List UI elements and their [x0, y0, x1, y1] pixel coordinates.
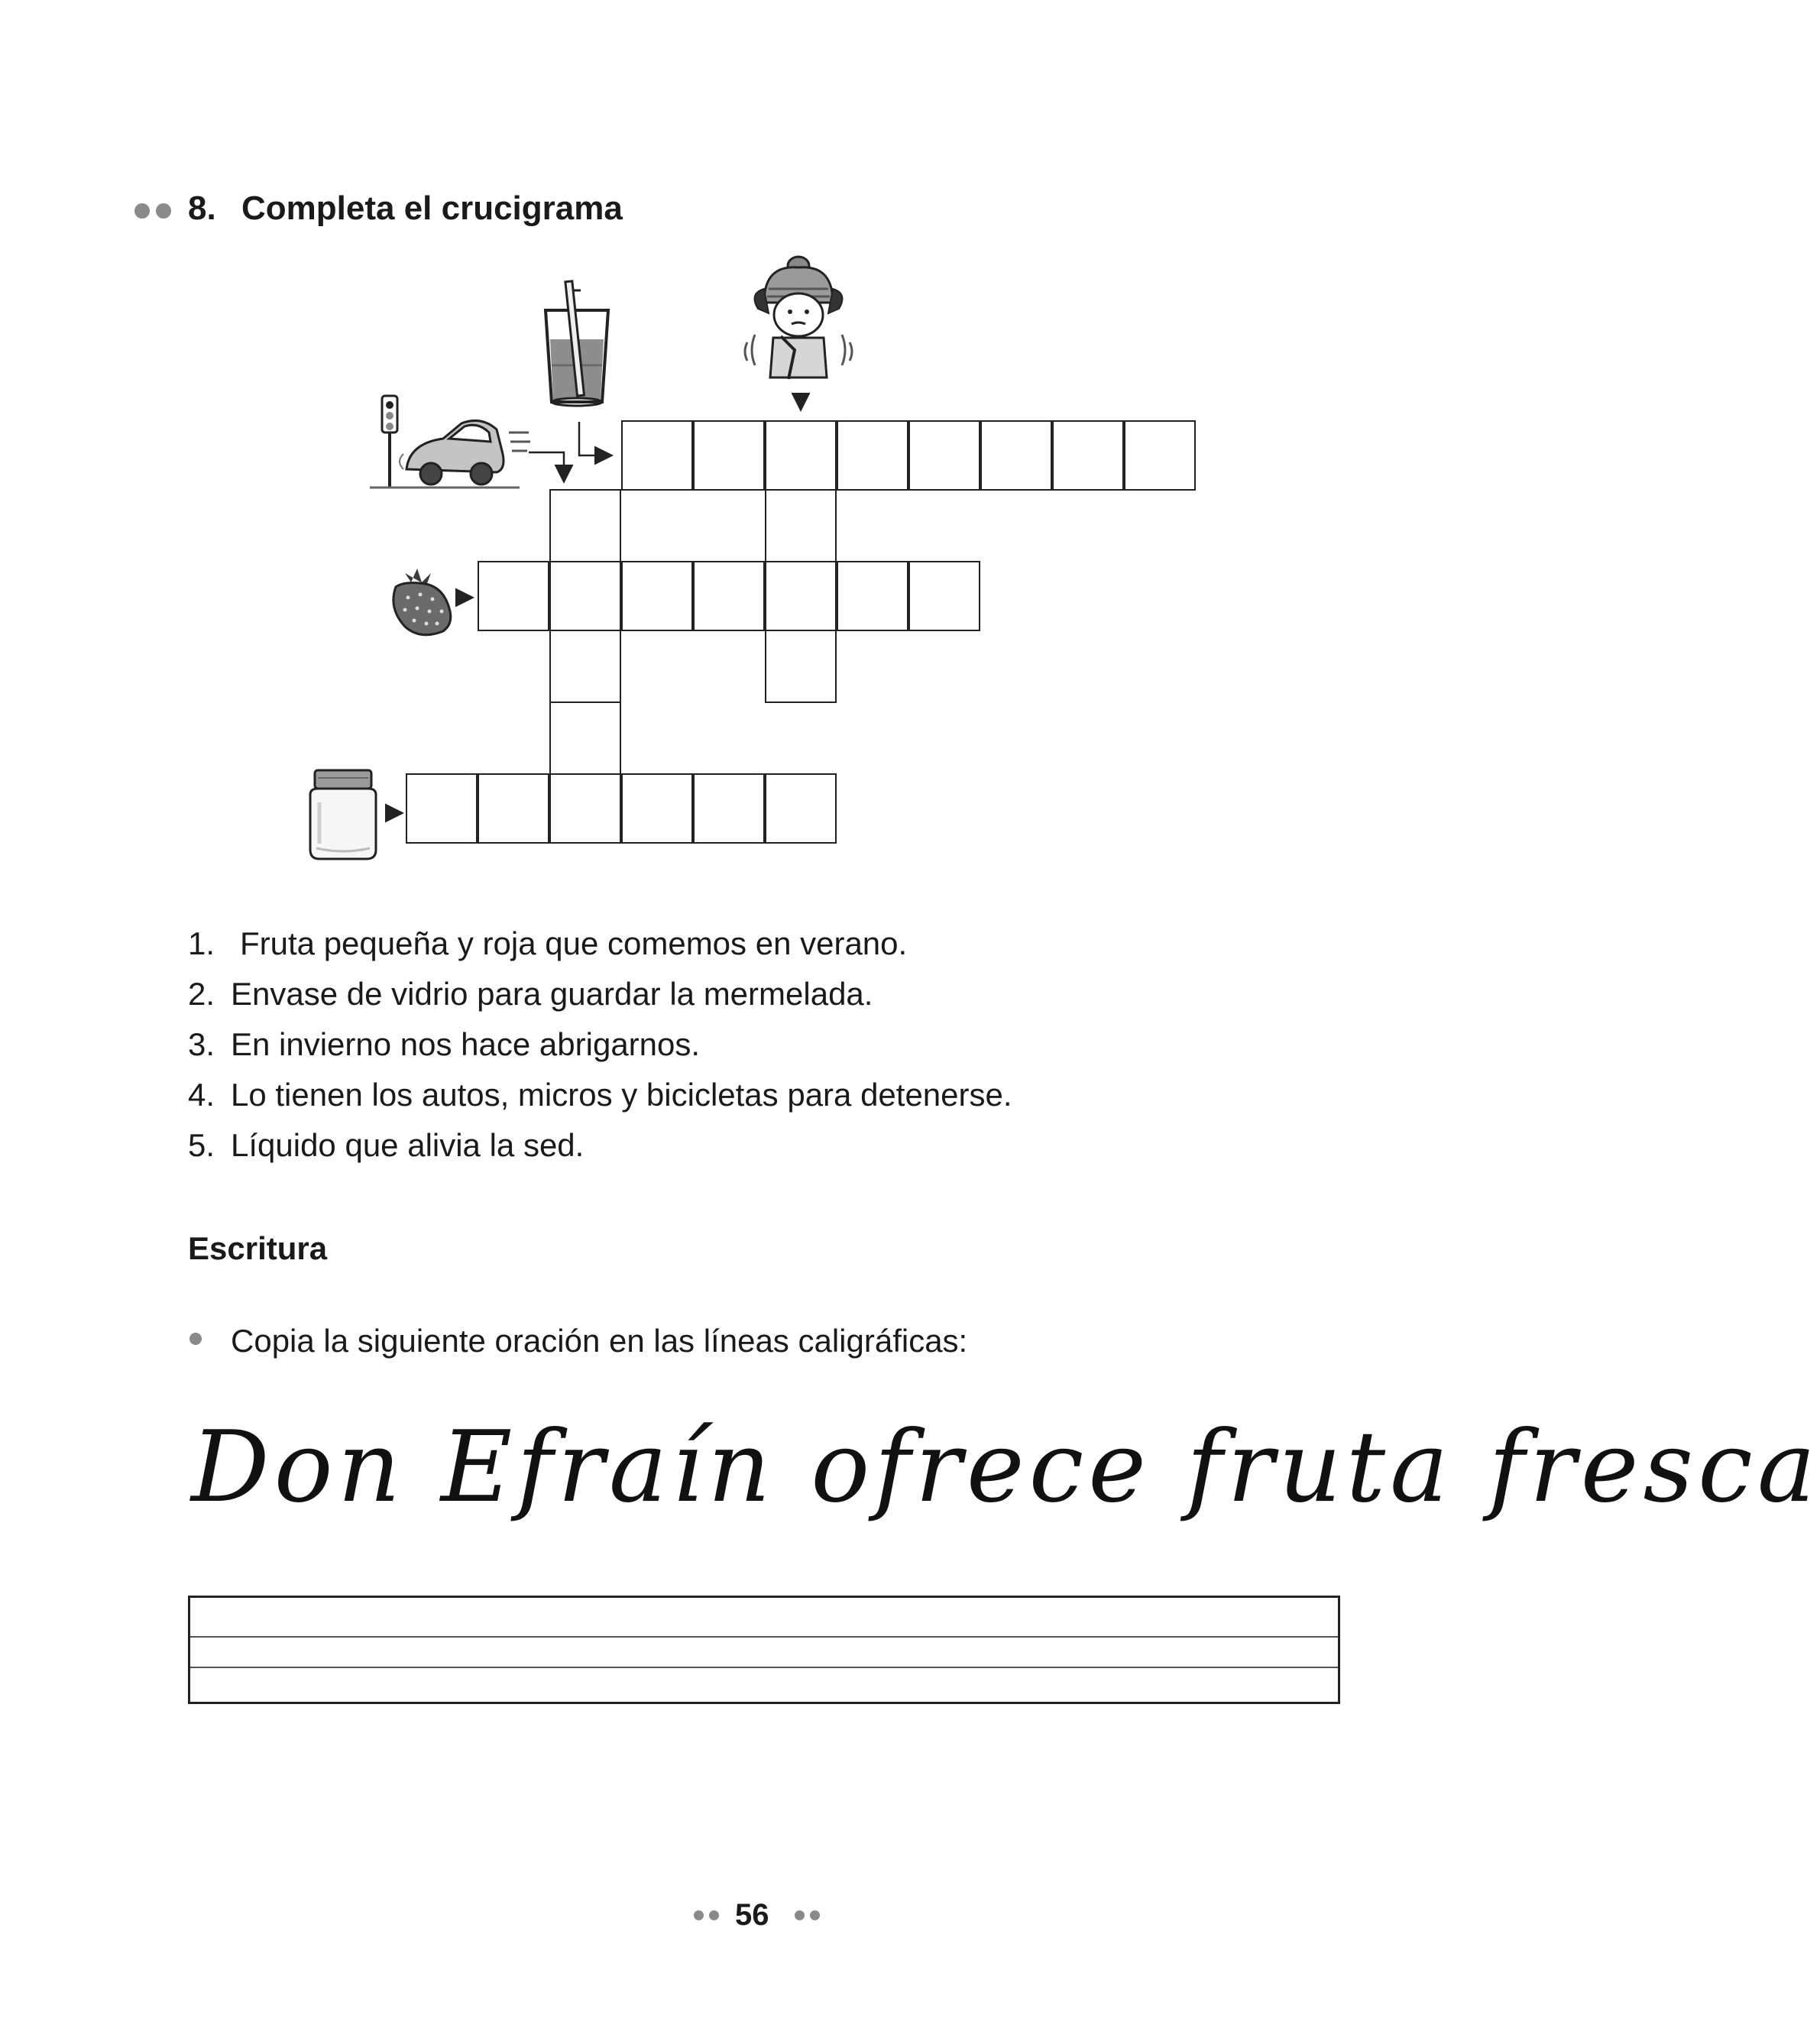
crossword-cell[interactable] — [765, 561, 837, 631]
crossword-cell[interactable] — [478, 561, 549, 631]
clue-text: Lo tienen los autos, micros y bicicletas para detenerse. — [231, 1077, 1012, 1113]
model-sentence: Don Efraín ofrece fruta fresca — [191, 1411, 1820, 1524]
crossword-cell[interactable] — [765, 773, 837, 844]
crossword-cell[interactable] — [549, 701, 621, 775]
cold-girl-icon — [741, 243, 856, 388]
crossword-cell[interactable] — [549, 561, 621, 631]
crossword-cell[interactable] — [621, 773, 693, 844]
crossword-cell[interactable] — [621, 561, 693, 631]
crossword-cell[interactable] — [837, 420, 908, 491]
crossword-cell[interactable] — [980, 420, 1052, 491]
crossword-cell[interactable] — [1052, 420, 1124, 491]
clue-text: Líquido que alivia la sed. — [231, 1127, 585, 1163]
clue-text: Envase de vidrio para guardar la mermelada. — [231, 976, 873, 1012]
crossword-cell[interactable] — [549, 489, 621, 562]
bullet-dot-icon — [189, 1333, 202, 1345]
crossword-cell[interactable] — [406, 773, 478, 844]
crossword-cell[interactable] — [549, 773, 621, 844]
crossword-cell[interactable] — [478, 773, 549, 844]
crossword-cell[interactable] — [908, 420, 980, 491]
page-number: 56 — [735, 1898, 769, 1932]
crossword-cell[interactable] — [908, 561, 980, 631]
clue-number: 4. — [188, 1077, 215, 1113]
guide-line — [190, 1636, 1338, 1638]
section-title: Escritura — [188, 1230, 328, 1266]
crossword-cell[interactable] — [765, 420, 837, 491]
clue-number: 3. — [188, 1026, 215, 1062]
crossword-cell[interactable] — [693, 420, 765, 491]
crossword-cell[interactable] — [1124, 420, 1196, 491]
bullet-dot-icon — [694, 1910, 704, 1920]
bullet-dot-icon — [810, 1910, 820, 1920]
exercise-number: 8. — [188, 190, 216, 227]
crossword-cell[interactable] — [693, 773, 765, 844]
clue-text: En invierno nos hace abrigarnos. — [231, 1026, 701, 1062]
exercise-title: Completa el crucigrama — [241, 190, 623, 227]
bullet-dot-icon — [156, 203, 171, 219]
instruction-text: Copia la siguiente oración en las líneas caligráficas: — [231, 1323, 968, 1359]
clue-number: 5. — [188, 1127, 215, 1163]
crossword-cell[interactable] — [549, 630, 621, 703]
clue-number: 2. — [188, 976, 215, 1012]
bullet-dot-icon — [795, 1910, 805, 1920]
crossword-cell[interactable] — [765, 489, 837, 562]
bullet-dot-icon — [709, 1910, 719, 1920]
crossword-cell[interactable] — [621, 420, 693, 491]
guide-line — [190, 1667, 1338, 1668]
calligraphy-lines[interactable] — [188, 1596, 1340, 1704]
clue-text: Fruta pequeña y roja que comemos en verano. — [240, 925, 908, 961]
bullet-dot-icon — [134, 203, 150, 219]
crossword-cell[interactable] — [837, 561, 908, 631]
glass-jar-icon — [301, 767, 385, 863]
clue-number: 1. — [188, 925, 215, 961]
crossword-cell[interactable] — [693, 561, 765, 631]
crossword-cell[interactable] — [765, 630, 837, 703]
